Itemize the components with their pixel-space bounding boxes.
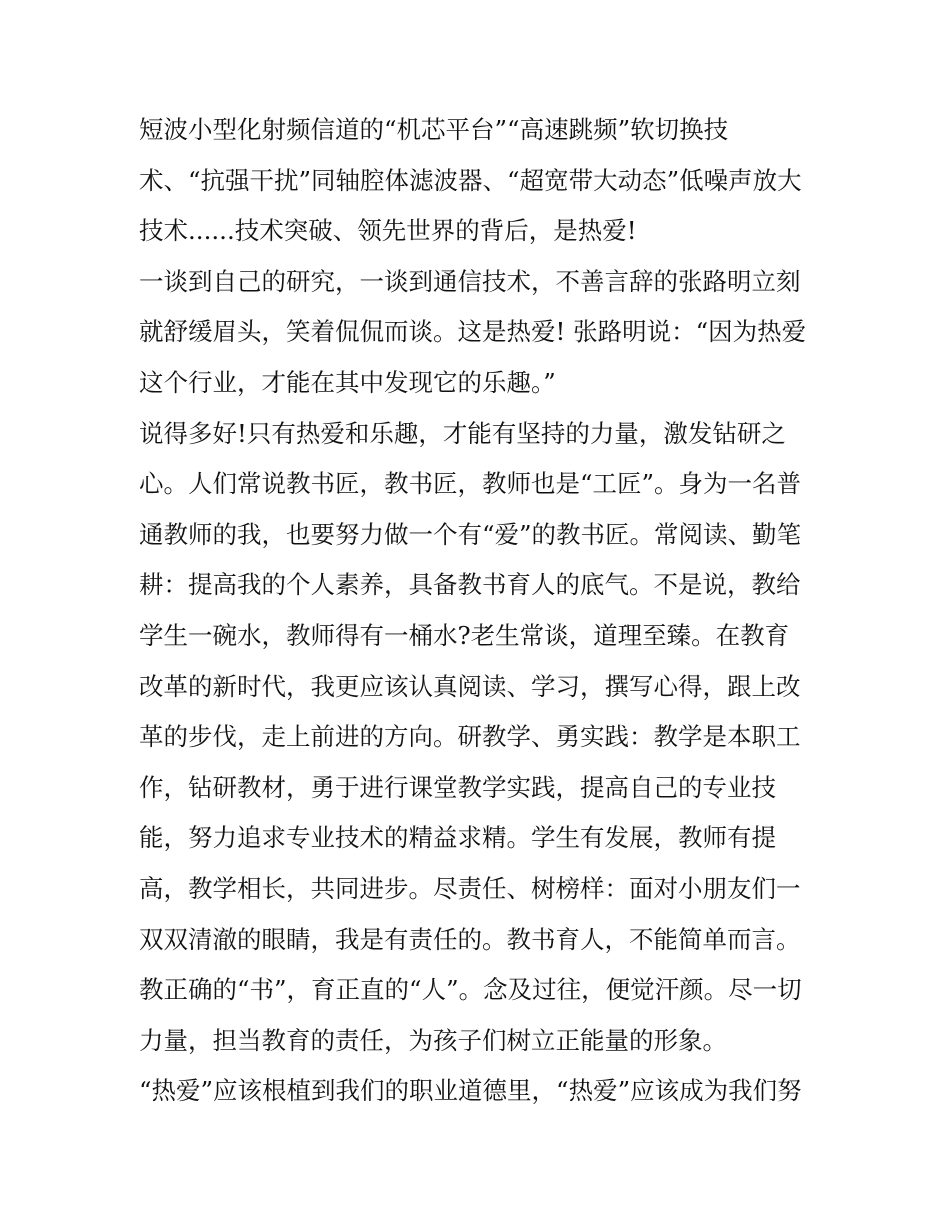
text-line: 心。人们常说教书匠，教书匠，教师也是“工匠”。身为一名普 <box>139 469 802 499</box>
text-line: 改革的新时代，我更应该认真阅读、学习，撰写心得，跟上改 <box>139 671 801 701</box>
text-line: 一谈到自己的研究，一谈到通信技术，不善言辞的张路明立刻 <box>139 266 801 296</box>
text-line: 这个行业，才能在其中发现它的乐趣。” <box>139 367 556 397</box>
text-line: 短波小型化射频信道的“机芯平台”“高速跳频”软切换技 <box>139 115 729 144</box>
text-line: 耕：提高我的个人素养，具备教书育人的底气。不是说，教给 <box>139 570 801 600</box>
text-line: 说得多好!只有热爱和乐趣，才能有坚持的力量，激发钻研之 <box>139 418 786 448</box>
text-line: 学生一碗水，教师得有一桶水?老生常谈，道理至臻。在教育 <box>139 620 790 650</box>
text-line: 通教师的我，也要努力做一个有“爱”的教书匠。常阅读、勤笔 <box>139 519 802 549</box>
text-line: 能，努力追求专业技术的精益求精。学生有发展，教师有提 <box>139 823 776 853</box>
body-text <box>139 105 819 1117</box>
text-line: 术、“抗强干扰”同轴腔体滤波器、“超宽带大动态”低噪声放大 <box>139 165 802 195</box>
text-line: 就舒缓眉头，笑着侃侃而谈。这是热爱! 张路明说：“因为热爱 <box>139 317 807 347</box>
text-line: 双双清澈的眼睛，我是有责任的。教书育人，不能简单而言。 <box>139 924 801 954</box>
text-line: 高，教学相长，共同进步。尽责任、树榜样：面对小朋友们一 <box>139 873 801 903</box>
text-line: “热爱”应该根植到我们的职业道德里，“热爱”应该成为我们努 <box>139 1076 802 1106</box>
text-line: 教正确的“书”，育正直的“人”。念及过往，便觉汗颜。尽一切 <box>139 975 802 1005</box>
text-line: 力量，担当教育的责任，为孩子们树立正能量的形象。 <box>139 1025 727 1055</box>
text-line: 技术......技术突破、领先世界的背后，是热爱! <box>139 216 637 246</box>
text-line: 作，钻研教材，勇于进行课堂教学实践，提高自己的专业技 <box>139 772 776 802</box>
text-line: 革的步伐，走上前进的方向。研教学、勇实践：教学是本职工 <box>139 722 801 752</box>
